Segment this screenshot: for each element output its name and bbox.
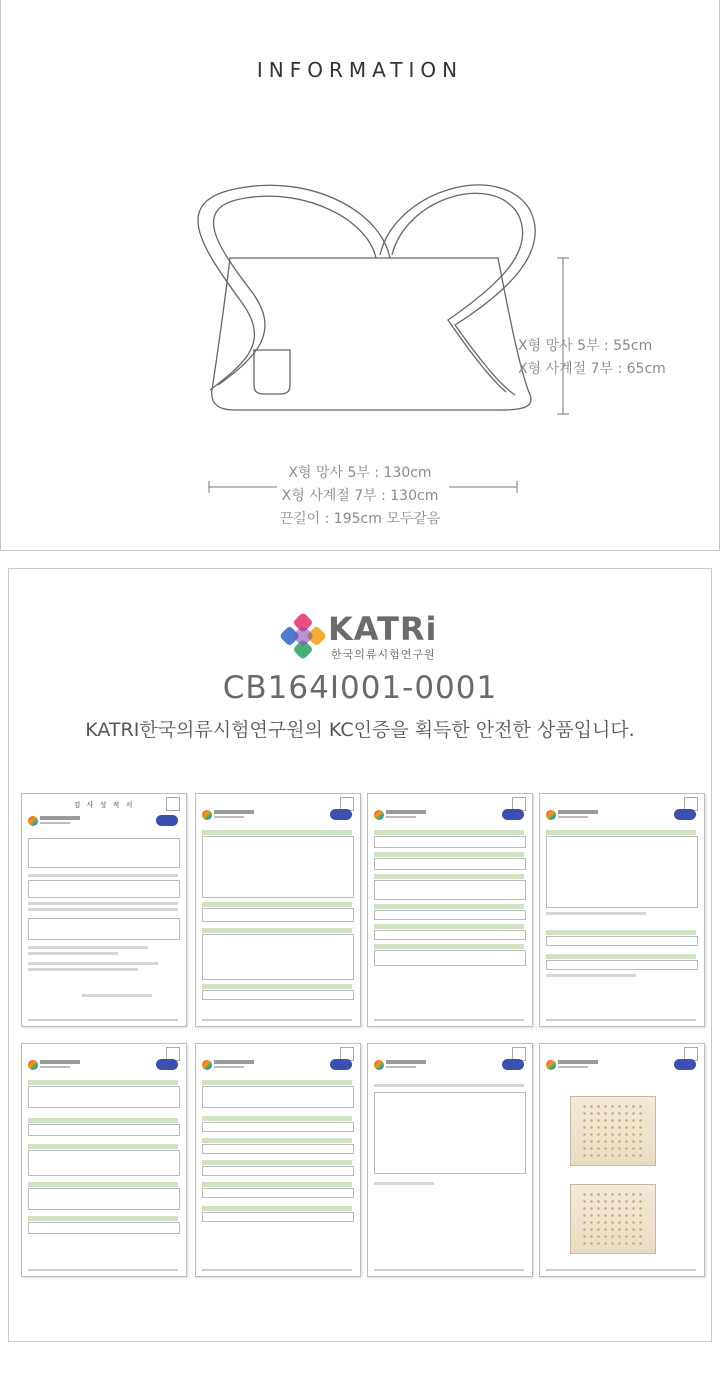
width-dim-mesh: X형 망사 5부 : 130cm (288, 465, 432, 481)
certificate-number: CB164I001-0001 (222, 670, 498, 706)
test-report-page-1 (21, 793, 187, 1027)
test-report-page-7 (367, 1043, 533, 1277)
logo-name: KATRi (328, 610, 438, 648)
stamp-icon (166, 797, 180, 811)
width-dimensions (0, 462, 720, 531)
height-dim-mesh: X형 망사 5부 : 55cm (518, 338, 653, 354)
test-report-page-3 (367, 793, 533, 1027)
test-report-page-2 (195, 793, 361, 1027)
test-report-title: 검 사 성 적 서 (73, 801, 135, 809)
height-dim-allseason: X형 사계절 7부 : 65cm (518, 361, 666, 377)
strap-length: 끈길이 : 195cm 모두같음 (279, 511, 441, 527)
width-dim-allseason: X형 사계절 7부 : 130cm (281, 488, 439, 504)
test-report-page-4 (539, 793, 705, 1027)
information-title: INFORMATION (256, 58, 464, 82)
certification-message: KATRI한국의류시험연구원의 KC인증을 획득한 안전한 상품입니다. (85, 719, 635, 741)
katri-logo-icon (278, 610, 328, 662)
test-report-page-6 (195, 1043, 361, 1277)
report-header (28, 814, 178, 828)
height-dimensions (518, 335, 666, 381)
test-report-page-5 (21, 1043, 187, 1277)
logo-subtitle: 한국의류시험연구원 (331, 648, 436, 661)
fabric-sample-photo-1 (570, 1096, 656, 1166)
test-report-page-8 (539, 1043, 705, 1277)
fabric-sample-photo-2 (570, 1184, 656, 1254)
bag-illustration (180, 170, 600, 430)
